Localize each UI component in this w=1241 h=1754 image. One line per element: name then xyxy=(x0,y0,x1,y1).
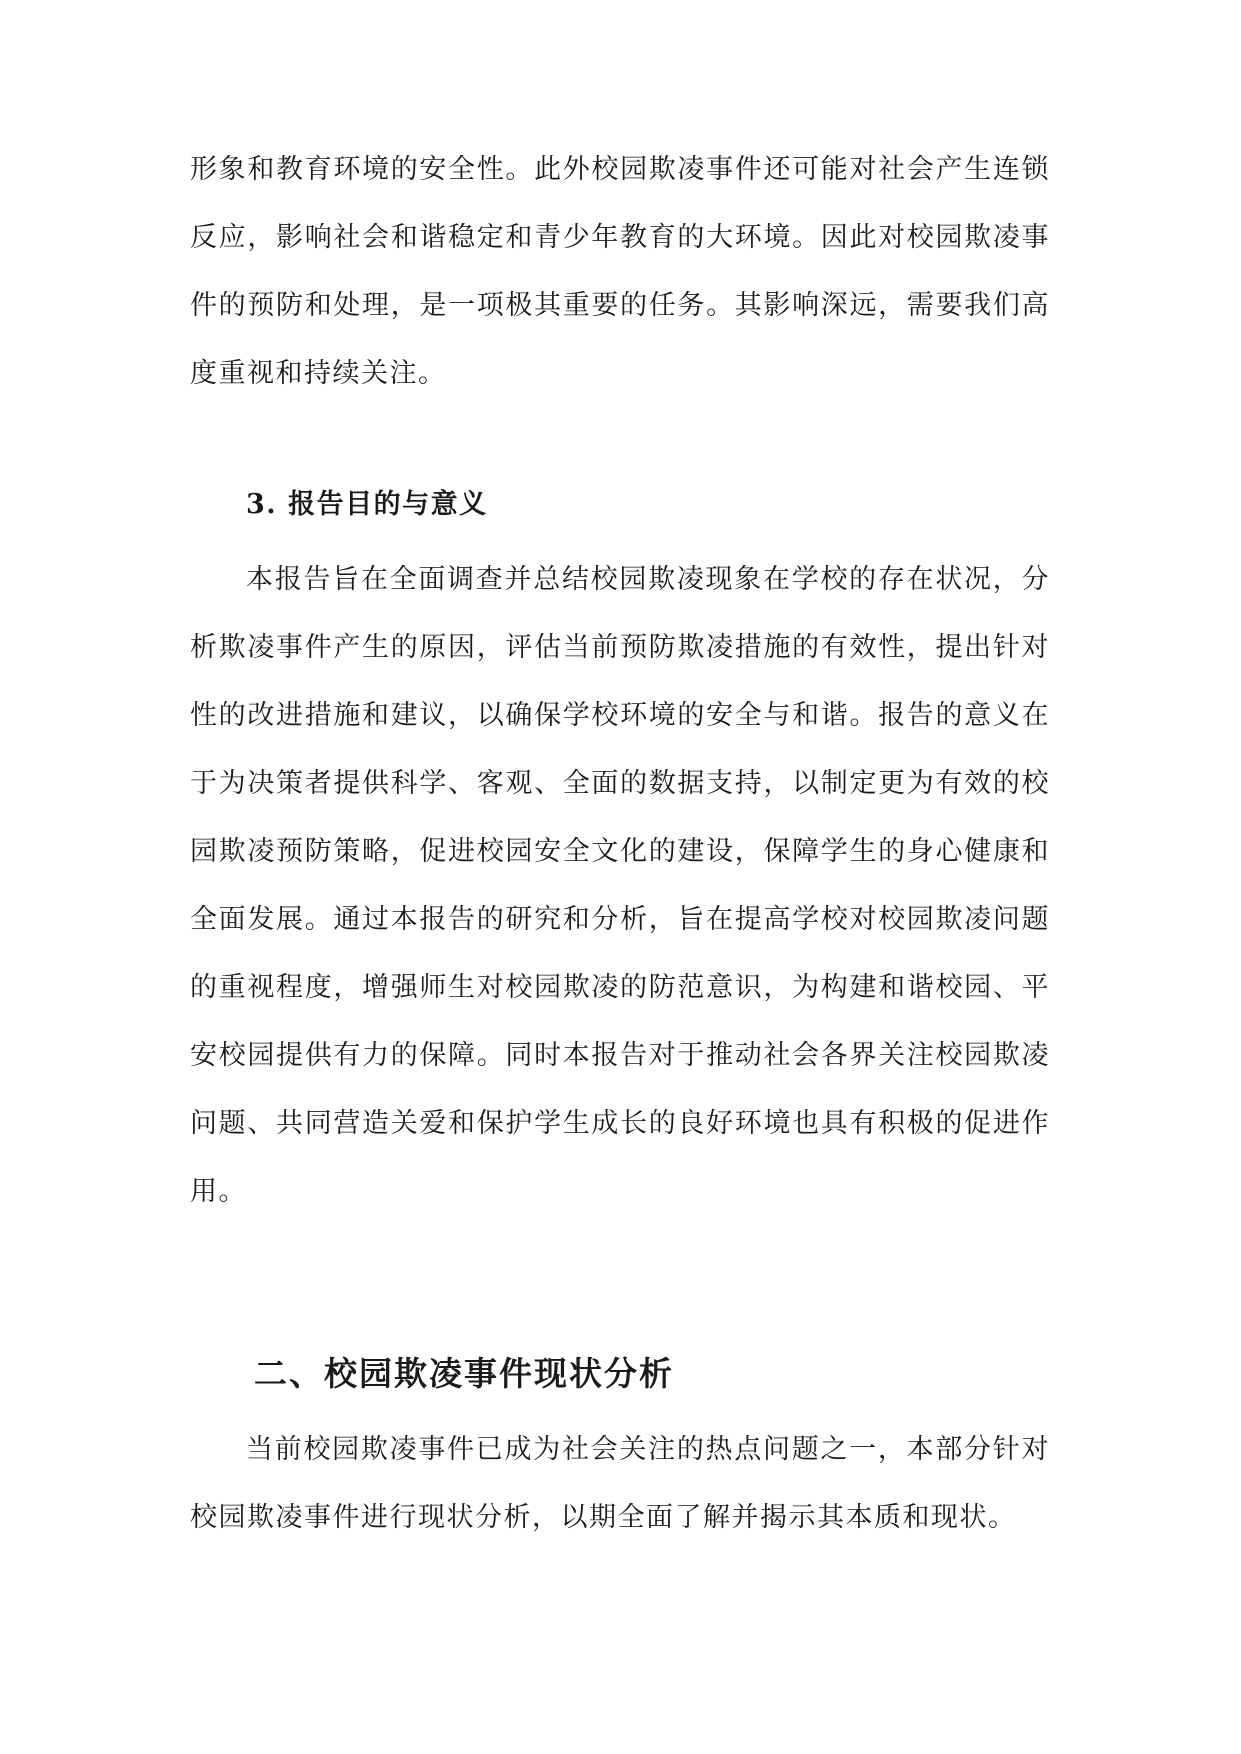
paragraph-report-purpose: 本报告旨在全面调查并总结校园欺凌现象在学校的存在状况，分析欺凌事件产生的原因，评估当前预防欺凌措施的有效性，提出针对性的改进措施和建议，以确保学校环境的安全与和谐。报告的意义在于为决策者提供科学、客观、全面的数据支持，以制定更为有效的校园欺凌预防策略，促进校园安全文化的建设，保障学生的身心健康和全面发展。通过本报告的研究和分析，旨在提高学校对校园欺凌问题的重视程度，增强师生对校园欺凌的防范意识，为构建和谐校园、平安校园提供有力的保障。同时本报告对于推动社会各界关注校园欺凌问题、共同营造关爱和保护学生成长的良好环境也具有积极的促进作用。 xyxy=(190,564,1050,1207)
paragraph-continued: 形象和教育环境的安全性。此外校园欺凌事件还可能对社会产生连锁反应，影响社会和谐稳定和青少年教育的大环境。因此对校园欺凌事件的预防和处理，是一项极其重要的任务。其影响深远，需要我们高度重视和持续关注。 xyxy=(190,154,1050,389)
section-heading-report-purpose: 3. 报告目的与意义 xyxy=(246,489,488,520)
paragraph-current-analysis: 当前校园欺凌事件已成为社会关注的热点问题之一，本部分针对校园欺凌事件进行现状分析，以期全面了解并揭示其本质和现状。 xyxy=(190,1434,1050,1533)
chapter-heading-current-analysis: 二、校园欺凌事件现状分析 xyxy=(254,1354,674,1393)
